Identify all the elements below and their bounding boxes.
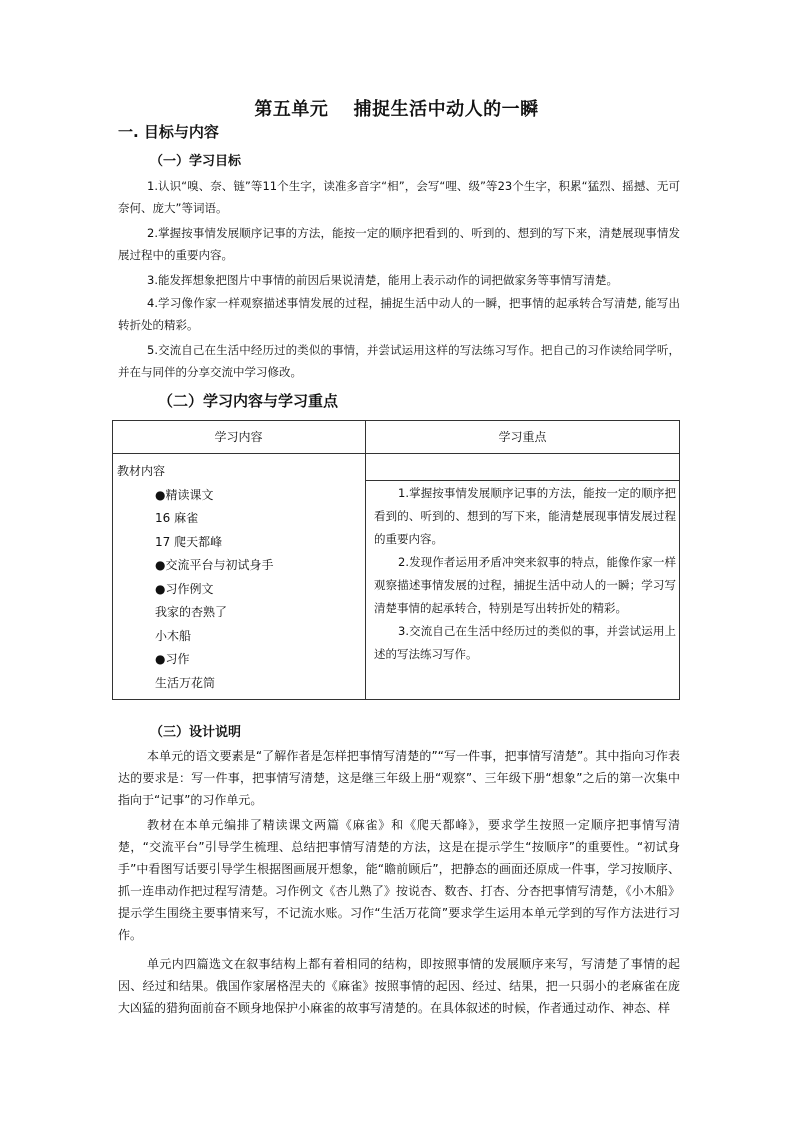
section-heading-goals-content: 一. 目标与内容	[118, 123, 219, 141]
content-list-item: 教材内容	[117, 464, 166, 478]
content-list-item: 小木船	[155, 628, 192, 643]
subheading-learning-goals: （一）学习目标	[150, 154, 242, 169]
content-list-item: 我家的杏熟了	[155, 605, 228, 619]
content-list-item: ●精读课文	[155, 487, 214, 502]
goal-item-3: 3.能发挥想象把图片中事情的前因后果说清楚，能用上表示动作的词把做家务等事情写清楚。	[147, 273, 618, 287]
focus-item-2: 2.发现作者运用矛盾冲突来叙事的特点，能像作家一样观察描述事情发展的过程，捕捉生活中动人的一瞬；学习写清楚事情的起承转合，特别是写出转折处的精彩。	[374, 555, 676, 615]
page-title: 第五单元 捕捉生活中动人的一瞬	[254, 99, 539, 120]
goal-item-5: 5.交流自己在生活中经历过的类似的事情，并尝试运用这样的写法练习写作。把自己的习作读给同学听，并在与同伴的分享交流中学习修改。	[118, 343, 680, 379]
goal-item-2: 2.掌握按事情发展顺序记事的方法，能按一定的顺序把看到的、听到的、想到的写下来，清楚展现事情发展过程中的重要内容。	[118, 226, 680, 262]
column-header-content: 学习内容	[214, 430, 263, 444]
focus-list	[374, 482, 676, 666]
content-list-item: ●交流平台与初试身手	[155, 558, 274, 572]
content-list-item: ●习作例文	[155, 581, 214, 596]
content-list	[117, 460, 273, 695]
goal-item-1: 1.认识“嗅、奈、链”等11个生字，读准多音字“相”，会写“哩、级”等23个生字，积累“猛烈、摇撼、无可奈何、庞大”等词语。	[118, 179, 680, 215]
subheading-content-focus: （二）学习内容与学习重点	[158, 392, 339, 410]
design-paragraph-2: 教材在本单元编排了精读课文两篇《麻雀》和《爬天都峰》，要求学生按照一定顺序把事情写清楚，“交流平台”引导学生梳理、总结把事情写清楚的方法，这是在提示学生“按顺序”的重要性。“初试身手”中看图写话要引导学生根据图画展开想象，能“瞻前顾后”，把静态的画面还原成一件事，学习按顺序、抓一连串动作把过程写清楚。习作例文《杏儿熟了》按说杏、数杏、打杏、分杏把事情写清楚，《小木船》提示学生围绕主要事情来写，不记流水账。习作“生活万花筒”要求学生运用本单元学到的写作方法进行习作。	[118, 818, 680, 942]
subheading-design-notes: （三）设计说明	[150, 725, 242, 740]
focus-item-3: 3.交流自己在生活中经历过的类似的事，并尝试运用上述的写法练习写作。	[374, 624, 676, 661]
design-paragraph-3: 单元内四篇选文在叙事结构上都有着相同的结构，即按照事情的发展顺序来写，写清楚了事情的起因、经过和结果。俄国作家屠格涅夫的《麻雀》按照事情的起因、经过、结果，把一只弱小的老麻雀在庞大凶猛的猎狗面前奋不顾身地保护小麻雀的故事写清楚的。在具体叙述的时候，作者通过动作、神态、样	[118, 957, 680, 1015]
content-list-item: 生活万花筒	[155, 675, 216, 690]
focus-item-1: 1.掌握按事情发展顺序记事的方法，能按一定的顺序把看到的、听到的、想到的写下来，能清楚展现事情发展过程的重要内容。	[374, 486, 676, 546]
content-list-item: 16 麻雀	[155, 511, 199, 525]
content-table	[112, 420, 680, 700]
column-header-focus: 学习重点	[498, 430, 547, 444]
content-list-item: ●习作	[155, 652, 190, 666]
design-paragraph-1: 本单元的语文要素是“了解作者是怎样把事情写清楚的”“写一件事，把事情写清楚”。其中指向习作表达的要求是：写一件事，把事情写清楚，这是继三年级上册“观察”、三年级下册“想象”之后的第一次集中指向于“记事”的习作单元。	[118, 749, 680, 807]
content-list-item: 17 爬天都峰	[155, 534, 223, 549]
goal-item-4: 4.学习像作家一样观察描述事情发展的过程，捕捉生活中动人的一瞬，把事情的起承转合写清楚, 能写出转折处的精彩。	[118, 296, 680, 332]
